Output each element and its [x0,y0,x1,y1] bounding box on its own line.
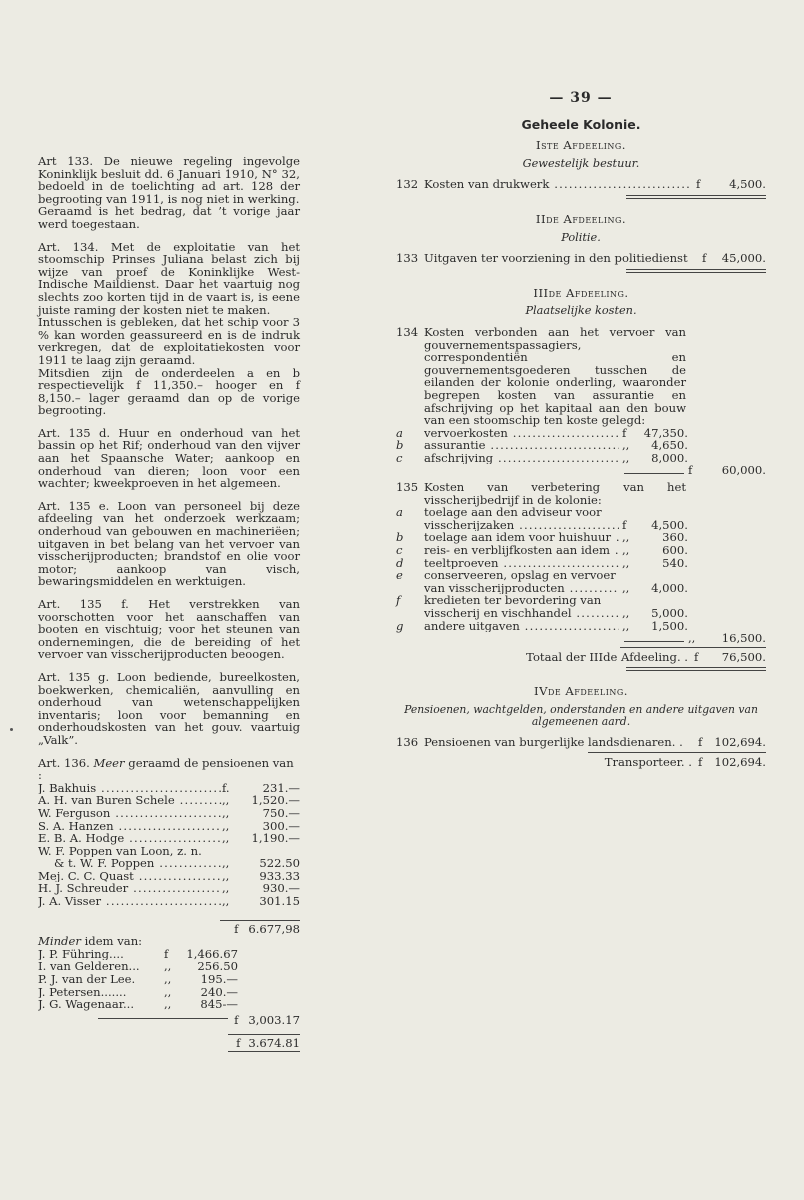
budget-item-136: 136 Pensioenen van burgerlijke landsdienaren. . f 102,694. [396,734,766,749]
afdeeling-1-subtitle: Gewestelijk bestuur. [522,156,640,170]
subitem-text: toelage aan idem voor huishuur [424,531,612,545]
pension-row [38,794,300,807]
pension-row [38,807,300,820]
pension-name: J. G. Wagenaar... [38,998,135,1011]
rule [588,752,766,753]
subitem-letter: b [396,530,404,545]
meer-list [38,782,300,845]
pension-row [38,870,300,883]
currency: ,, [164,972,172,987]
currency: ,, [222,793,230,808]
pension-row: & t. W. F. Poppen ..... ,, 522.50 [38,857,300,870]
paragraph: Art. 135 f. Het verstrekken van voorschotten voor het aanschaffen van booten en vischtuig; voor het steunen van ondernemingen, die de bereiding of het vervoer van visscherijproducten beoogen. [38,597,300,662]
pension-name: J. A. Visser [38,895,102,908]
subitem-line [396,594,766,607]
afdeeling-3-subtitle: Plaatselijke kosten. [525,304,637,318]
subitem-text: van visscherijproducten [424,581,565,595]
left-column [38,155,300,1052]
afdeeling-2-title: IIde Afdeeling. [535,211,627,226]
art-134-note [38,241,300,417]
amount: 1,190.— [251,831,300,846]
afdeeling-2-subtitle: Politie. [561,230,601,244]
currency: ,, [222,831,230,846]
currency: ,, [622,618,630,633]
rule [620,647,766,648]
afdeeling-3-title: IIIde Afdeeling. [533,285,629,300]
item-135-subitems [396,506,766,632]
amount: 540. [662,555,688,570]
subitem-text: kredieten ter bevordering van [424,593,602,608]
page-number: — 39 — [549,90,613,106]
amount: 360. [662,530,688,545]
subitem-text: afschrijving [424,451,494,465]
amount: 845-— [200,997,238,1012]
subitem-row [396,544,766,557]
subitem-text: toelage aan den adviseur voor [424,505,602,520]
amount: 47,350. [643,425,688,440]
currency: ,, [622,438,630,453]
pension-name: J. Petersen....... [38,985,127,999]
subitem-text: vervoerkosten [424,426,508,440]
paragraph: Art 133. De nieuwe regeling ingevolge Koninklijk besluit dd. 6 Januari 1910, N° 32, bedoeld in de toelichting ad art. 128 der begrooting van 1911, is nog niet in werking. [38,154,300,206]
budget-item-135: 135 Kosten van verbetering van het visscherijbedrijf in de kolonie: [396,480,686,507]
afdeeling-4-subtitle: Pensioenen, wachtgelden, onderstanden en andere uitgaven van algemeenen aard. [404,702,758,728]
amount: 300.— [262,818,300,833]
subitem-row [396,519,766,532]
pension-row [38,973,238,986]
minder-list [38,948,238,1011]
currency: ,, [622,606,630,620]
double-rule [626,269,766,273]
amount: 600. [662,543,688,558]
art-135e-note [38,500,300,588]
currency: ,, [222,818,230,833]
subitem-text: andere uitgaven [424,619,520,633]
item-134-subitems [396,427,766,465]
amount: 4,000. [651,580,688,595]
amount: 301.15 [259,894,300,909]
currency: f [622,425,627,440]
pension-name: W. Ferguson [38,806,111,820]
pension-row [38,832,300,845]
subitem-line [396,506,766,519]
pension-name: E. B. A. Hodge [38,832,125,845]
currency: ,, [622,530,630,545]
meer-list [38,870,300,908]
amount: 933.33 [259,868,300,883]
paragraph: Art. 135 d. Huur en onderhoud van het bassin op het Rif; onderhoud van den vijver aan het Spaansche Water; aankoop en onderhoud van dieren; loon voor een wachter; kweekproeven in het algemeen. [38,425,300,491]
subitem-row [396,427,766,440]
double-rule [626,667,766,671]
subitem-letter: e [396,568,403,583]
currency: f [164,946,169,961]
right-column [396,92,766,768]
pension-row [38,895,300,908]
subitem-text: assurantie [424,439,486,452]
currency: ,, [622,580,630,595]
art-135d-note [38,427,300,490]
subitem-text: reis- en verblijfkosten aan idem [424,544,610,557]
meer-total-row: f 6.677,98 [38,920,300,936]
paragraph: Mitsdien zijn de onderdeelen a en b respectievelijk f 11,350.– hooger en f 8,150.– lager geraamd dan op de vorige begrooting. [38,365,300,418]
amount: 231.— [262,780,300,795]
subitem-letter: a [396,505,403,520]
paragraph: Art. 135 e. Loon van personeel bij deze afdeeling van het onderzoek werkzaam; onderhoud van gebouwen en machineriëen; uitgaven in bet belang van het vervoer van visscherijproducten; brandstof en olie voor motor; aankoop van visch, bewaringsmiddelen en werktuigen. [38,498,300,589]
art-136-intro: Art. 136. Meer geraamd de pensioenen van : [38,755,294,783]
subitem-letter: c [396,450,403,465]
subitem-text: visscherijzaken [424,518,515,532]
afdeeling-4-title: IVde Afdeeling. [534,684,628,699]
amount: 195.— [200,972,238,987]
final-total-row: f 3.674.81 [38,1034,300,1052]
paragraph: Art. 134. Met de exploitatie van het stoomschip Prinses Juliana belast zich bij wijze van proef de Koninklijke West-Indische Maildienst. Daar het vaartuig nog slechts zoo korten tijd in de vaart is, is eene juiste raming der kosten niet te maken. [38,239,300,317]
pension-name: I. van Gelderen... [38,960,140,974]
budget-item-134: 134 Kosten verbonden aan het vervoer van gouvernementspassagiers, correspondentiën en gouvernementsgoederen tusschen de eilanden der kolonie onderling, waaronder begrepen kosten van assurantie en afschrijving op het kapitaal aan den bouw van een stoomschip ten koste gelegd: [396,324,686,428]
amount: 5,000. [651,606,688,620]
art-135g-note [38,671,300,747]
subitem-text: conserveeren, opslag en vervoer [424,568,616,583]
item-135-total-row: ,, 16,500. [396,632,766,645]
subitem-text: teeltproeven [424,556,499,570]
currency: ,, [222,894,230,909]
currency: ,, [164,959,172,974]
amount: 1,466.67 [186,946,238,961]
afdeeling-3-total-row: Totaal der IIIde Afdeeling. . f 76,500. [526,649,766,664]
pension-name: A. H. van Buren Schele [38,794,175,807]
subitem-row [396,439,766,452]
currency: f [622,517,627,532]
pension-name: H. J. Schreuder [38,882,129,896]
art-133-note [38,155,300,231]
amount: 1,500. [651,618,688,633]
paragraph: Intusschen is gebleken, dat het schip voor 3 % kan worden geassureerd en is de indruk verkregen, dat de exploitatiekosten voor 1911 te laag zijn geraamd. [38,315,300,367]
pension-name: P. J. van der Lee. [38,973,136,986]
amount: 240.— [200,984,238,999]
minder-intro: Minder idem van: [38,934,143,949]
pension-row [38,998,238,1011]
currency: ,, [164,984,172,999]
subitem-letter: g [396,618,404,633]
currency: ,, [622,543,630,558]
margin-dot [10,728,13,731]
pension-name: Mej. C. C. Quast [38,869,134,883]
amount: 1,520.— [251,793,300,808]
amount: 930.— [262,881,300,896]
currency: ,, [622,555,630,570]
currency: ,, [222,868,230,883]
paragraph: Geraamd is het bedrag, dat ’t vorige jaar werd toegestaan. [38,204,300,231]
amount: 256.50 [197,959,238,974]
currency: f. [222,780,230,795]
art-135f-note [38,598,300,661]
paragraph: Art. 135 g. Loon bediende, bureelkosten, boekwerken, chemicaliën, aanvulling en onderhoud van wetenschappelijken inventaris; loon voor bemanning en onderhoudskosten van het gouv. vaartuig „Valk”. [38,669,300,747]
subitem-row [396,452,766,465]
budget-item-133: 133 Uitgaven ter voorziening in den politiedienst f 45,000. [396,251,766,266]
subitem-row [396,620,766,633]
budget-item-132: 132 Kosten van drukwerk ..... f 4,500. [396,178,766,191]
double-rule [626,195,766,199]
minder-total-row: f 3,003.17 [38,1012,300,1027]
pension-row: W. F. Poppen van Loon, z. n. [38,844,202,858]
pension-name: S. A. Hanzen [38,819,114,833]
item-134-total-row: f 60,000. [396,464,766,477]
section-heading: Geheele Kolonie. [521,116,641,132]
amount: 4,650. [651,438,688,453]
subitem-letter: d [396,555,404,570]
amount: 750.— [262,805,300,820]
subitem-row [396,531,766,544]
pension-name: J. P. Führing.... [38,947,124,961]
subitem-letter: c [396,543,403,558]
currency: ,, [222,881,230,896]
pension-name: J. Bakhuis [38,781,97,795]
currency: ,, [622,450,630,465]
transport-row: Transporteer. . f 102,694. [604,754,766,769]
subitem-letter: f [396,593,401,608]
art-136-pensions [38,757,300,1052]
subitem-line [396,569,766,582]
currency: ,, [164,997,172,1012]
afdeeling-1-title: Iste Afdeeling. [536,138,626,153]
subitem-text: visscherij en vischhandel [424,607,572,620]
currency: ,, [222,805,230,820]
subitem-letter: b [396,438,404,453]
subitem-row [396,607,766,620]
subitem-letter: a [396,425,403,440]
amount: 4,500. [651,517,688,532]
amount: 8,000. [651,450,688,465]
